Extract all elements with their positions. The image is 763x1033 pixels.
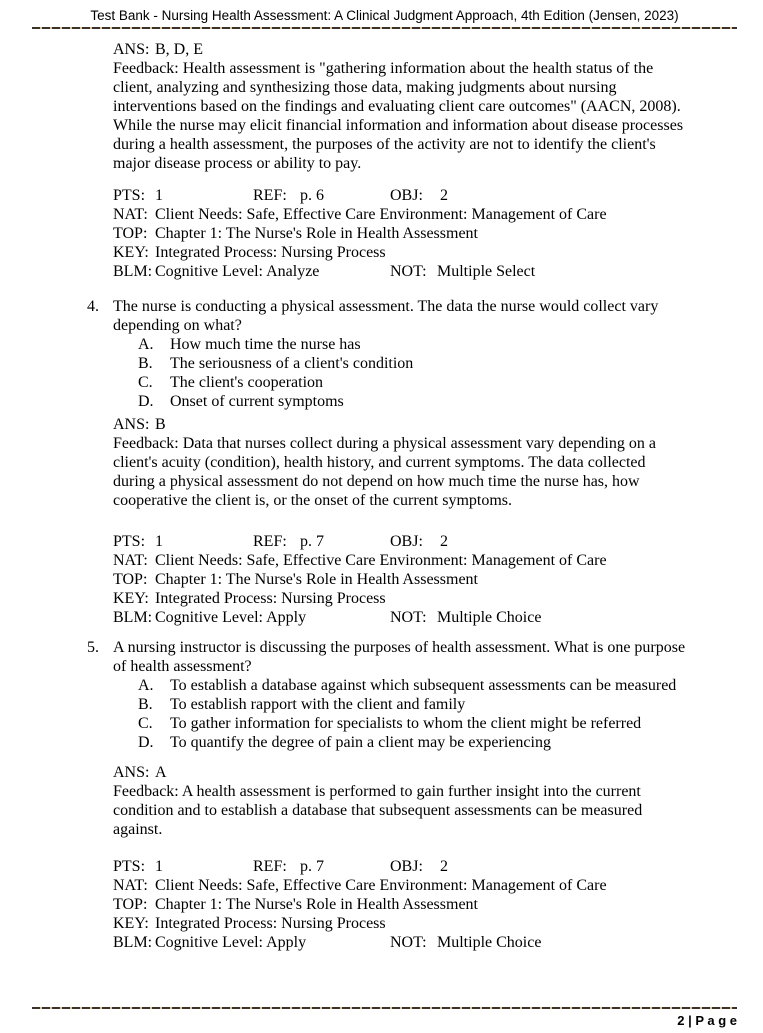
question-item-4 <box>87 297 691 411</box>
blm-value: Cognitive Level: Analyze <box>155 263 320 280</box>
meta-line-pts <box>113 532 691 551</box>
question-number: 4. <box>87 298 99 315</box>
nat-value: Client Needs: Safe, Effective Care Environment: Management of Care <box>155 552 607 569</box>
option-text: To quantify the degree of pain a client may be experiencing <box>170 734 551 751</box>
feedback-text: Feedback: A health assessment is performed to gain further insight into the current condition and to establish a database that subsequent assessments can be measured against. <box>113 783 643 838</box>
meta-line-top <box>113 570 691 589</box>
nat-label: NAT: <box>113 552 148 569</box>
meta-line-nat <box>113 205 691 224</box>
answer-line <box>113 415 691 434</box>
top-label: TOP: <box>113 896 148 913</box>
top-label: TOP: <box>113 225 148 242</box>
obj-label: OBJ: <box>390 533 423 550</box>
meta-line-blm <box>113 262 691 281</box>
pts-value: 1 <box>155 858 163 875</box>
meta-line-top <box>113 224 691 243</box>
option-row <box>113 695 691 714</box>
option-letter: A. <box>138 336 154 353</box>
option-row <box>113 335 691 354</box>
key-label: KEY: <box>113 915 149 932</box>
pts-label: PTS: <box>113 187 146 204</box>
question-body <box>113 638 691 752</box>
meta-line-blm <box>113 608 691 627</box>
key-label: KEY: <box>113 590 149 607</box>
option-text: How much time the nurse has <box>170 336 361 353</box>
meta-line-key <box>113 914 691 933</box>
not-label: NOT: <box>390 263 427 280</box>
page-header <box>32 7 737 24</box>
option-letter: D. <box>138 393 154 410</box>
top-label: TOP: <box>113 571 148 588</box>
pts-value: 1 <box>155 533 163 550</box>
nat-value: Client Needs: Safe, Effective Care Environment: Management of Care <box>155 206 607 223</box>
obj-label: OBJ: <box>390 187 423 204</box>
option-row <box>113 392 691 411</box>
option-letter: C. <box>138 374 153 391</box>
meta-line-pts <box>113 857 691 876</box>
option-row <box>113 676 691 695</box>
top-value: Chapter 1: The Nurse's Role in Health Assessment <box>155 225 478 242</box>
blm-value: Cognitive Level: Apply <box>155 609 307 626</box>
feedback-text: Feedback: Data that nurses collect during a physical assessment vary depending on a client's acuity (condition), health history, and current symptoms. The data collected during a physical assessment do not depend on how much time the nurse has, how cooperative the client is, or the onset of the current symptoms. <box>113 435 656 509</box>
question-stem: The nurse is conducting a physical assessment. The data the nurse would collect vary depending on what? <box>113 298 659 334</box>
question-item-5 <box>87 638 691 752</box>
option-letter: D. <box>138 734 154 751</box>
page-footer <box>32 1011 737 1030</box>
pts-value: 1 <box>155 187 163 204</box>
obj-label: OBJ: <box>390 858 423 875</box>
meta-block-q3 <box>113 186 691 281</box>
option-text: To gather information for specialists to whom the client might be referred <box>170 715 642 732</box>
answer-block-q3 <box>113 40 691 173</box>
blm-label: BLM: <box>113 609 153 626</box>
option-row <box>113 714 691 733</box>
key-value: Integrated Process: Nursing Process <box>155 590 386 607</box>
meta-block-q5 <box>113 857 691 952</box>
obj-value: 2 <box>440 858 448 875</box>
option-text: Onset of current symptoms <box>170 393 344 410</box>
meta-line-key <box>113 243 691 262</box>
option-letter: C. <box>138 715 153 732</box>
key-value: Integrated Process: Nursing Process <box>155 915 386 932</box>
answer-line <box>113 763 691 782</box>
key-label: KEY: <box>113 244 149 261</box>
ref-value: p. 7 <box>300 533 324 550</box>
ref-value: p. 6 <box>300 187 324 204</box>
meta-line-nat <box>113 551 691 570</box>
option-text: To establish a database against which subsequent assessments can be measured <box>170 677 677 694</box>
pts-label: PTS: <box>113 533 146 550</box>
ans-value: B <box>155 416 166 433</box>
blm-label: BLM: <box>113 934 153 951</box>
meta-block-q4 <box>113 532 691 627</box>
top-value: Chapter 1: The Nurse's Role in Health Assessment <box>155 896 478 913</box>
not-value: Multiple Choice <box>437 934 542 951</box>
nat-label: NAT: <box>113 877 148 894</box>
meta-line-pts <box>113 186 691 205</box>
option-row <box>113 733 691 752</box>
answer-block-q5 <box>113 763 691 839</box>
key-value: Integrated Process: Nursing Process <box>155 244 386 261</box>
ans-label: ANS: <box>113 41 150 58</box>
nat-value: Client Needs: Safe, Effective Care Environment: Management of Care <box>155 877 607 894</box>
feedback-text: Feedback: Health assessment is "gathering information about the health status of the client, analyzing and synthesizing those data, making judgments about nursing interventions based on the findings and evaluating client care outcomes" (AACN, 2008). While the nurse may elicit financial information and information about disease processes during a health assessment, the purposes of the activity are not to identify the client's major disease process or ability to pay. <box>113 60 684 172</box>
answer-block-q4 <box>113 415 691 510</box>
header-rule <box>32 27 737 29</box>
ans-label: ANS: <box>113 764 150 781</box>
not-value: Multiple Select <box>437 263 536 280</box>
nat-label: NAT: <box>113 206 148 223</box>
ref-label: REF: <box>253 533 287 550</box>
not-value: Multiple Choice <box>437 609 542 626</box>
blm-label: BLM: <box>113 263 153 280</box>
top-value: Chapter 1: The Nurse's Role in Health Assessment <box>155 571 478 588</box>
ans-value: B, D, E <box>155 41 203 58</box>
meta-line-top <box>113 895 691 914</box>
ref-value: p. 7 <box>300 858 324 875</box>
not-label: NOT: <box>390 609 427 626</box>
pts-label: PTS: <box>113 858 146 875</box>
option-letter: B. <box>138 355 153 372</box>
page-number: 2 | P a g e <box>677 1013 737 1028</box>
option-text: The seriousness of a client's condition <box>170 355 414 372</box>
ans-value: A <box>155 764 167 781</box>
document-content <box>87 40 691 952</box>
obj-value: 2 <box>440 533 448 550</box>
ref-label: REF: <box>253 187 287 204</box>
question-number: 5. <box>87 639 99 656</box>
option-row <box>113 354 691 373</box>
question-stem: A nursing instructor is discussing the purposes of health assessment. What is one purpose of health assessment? <box>113 639 686 675</box>
meta-line-nat <box>113 876 691 895</box>
question-body <box>113 297 691 411</box>
blm-value: Cognitive Level: Apply <box>155 934 307 951</box>
ref-label: REF: <box>253 858 287 875</box>
meta-line-key <box>113 589 691 608</box>
option-text: To establish rapport with the client and family <box>170 696 466 713</box>
option-text: The client's cooperation <box>170 374 324 391</box>
obj-value: 2 <box>440 187 448 204</box>
ans-label: ANS: <box>113 416 150 433</box>
option-row <box>113 373 691 392</box>
option-letter: B. <box>138 696 153 713</box>
answer-line <box>113 40 691 59</box>
meta-line-blm <box>113 933 691 952</box>
footer-rule <box>32 1007 737 1009</box>
option-letter: A. <box>138 677 154 694</box>
not-label: NOT: <box>390 934 427 951</box>
header-title: Test Bank - Nursing Health Assessment: A Clinical Judgment Approach, 4th Edition (Jensen, 2023) <box>90 8 679 23</box>
